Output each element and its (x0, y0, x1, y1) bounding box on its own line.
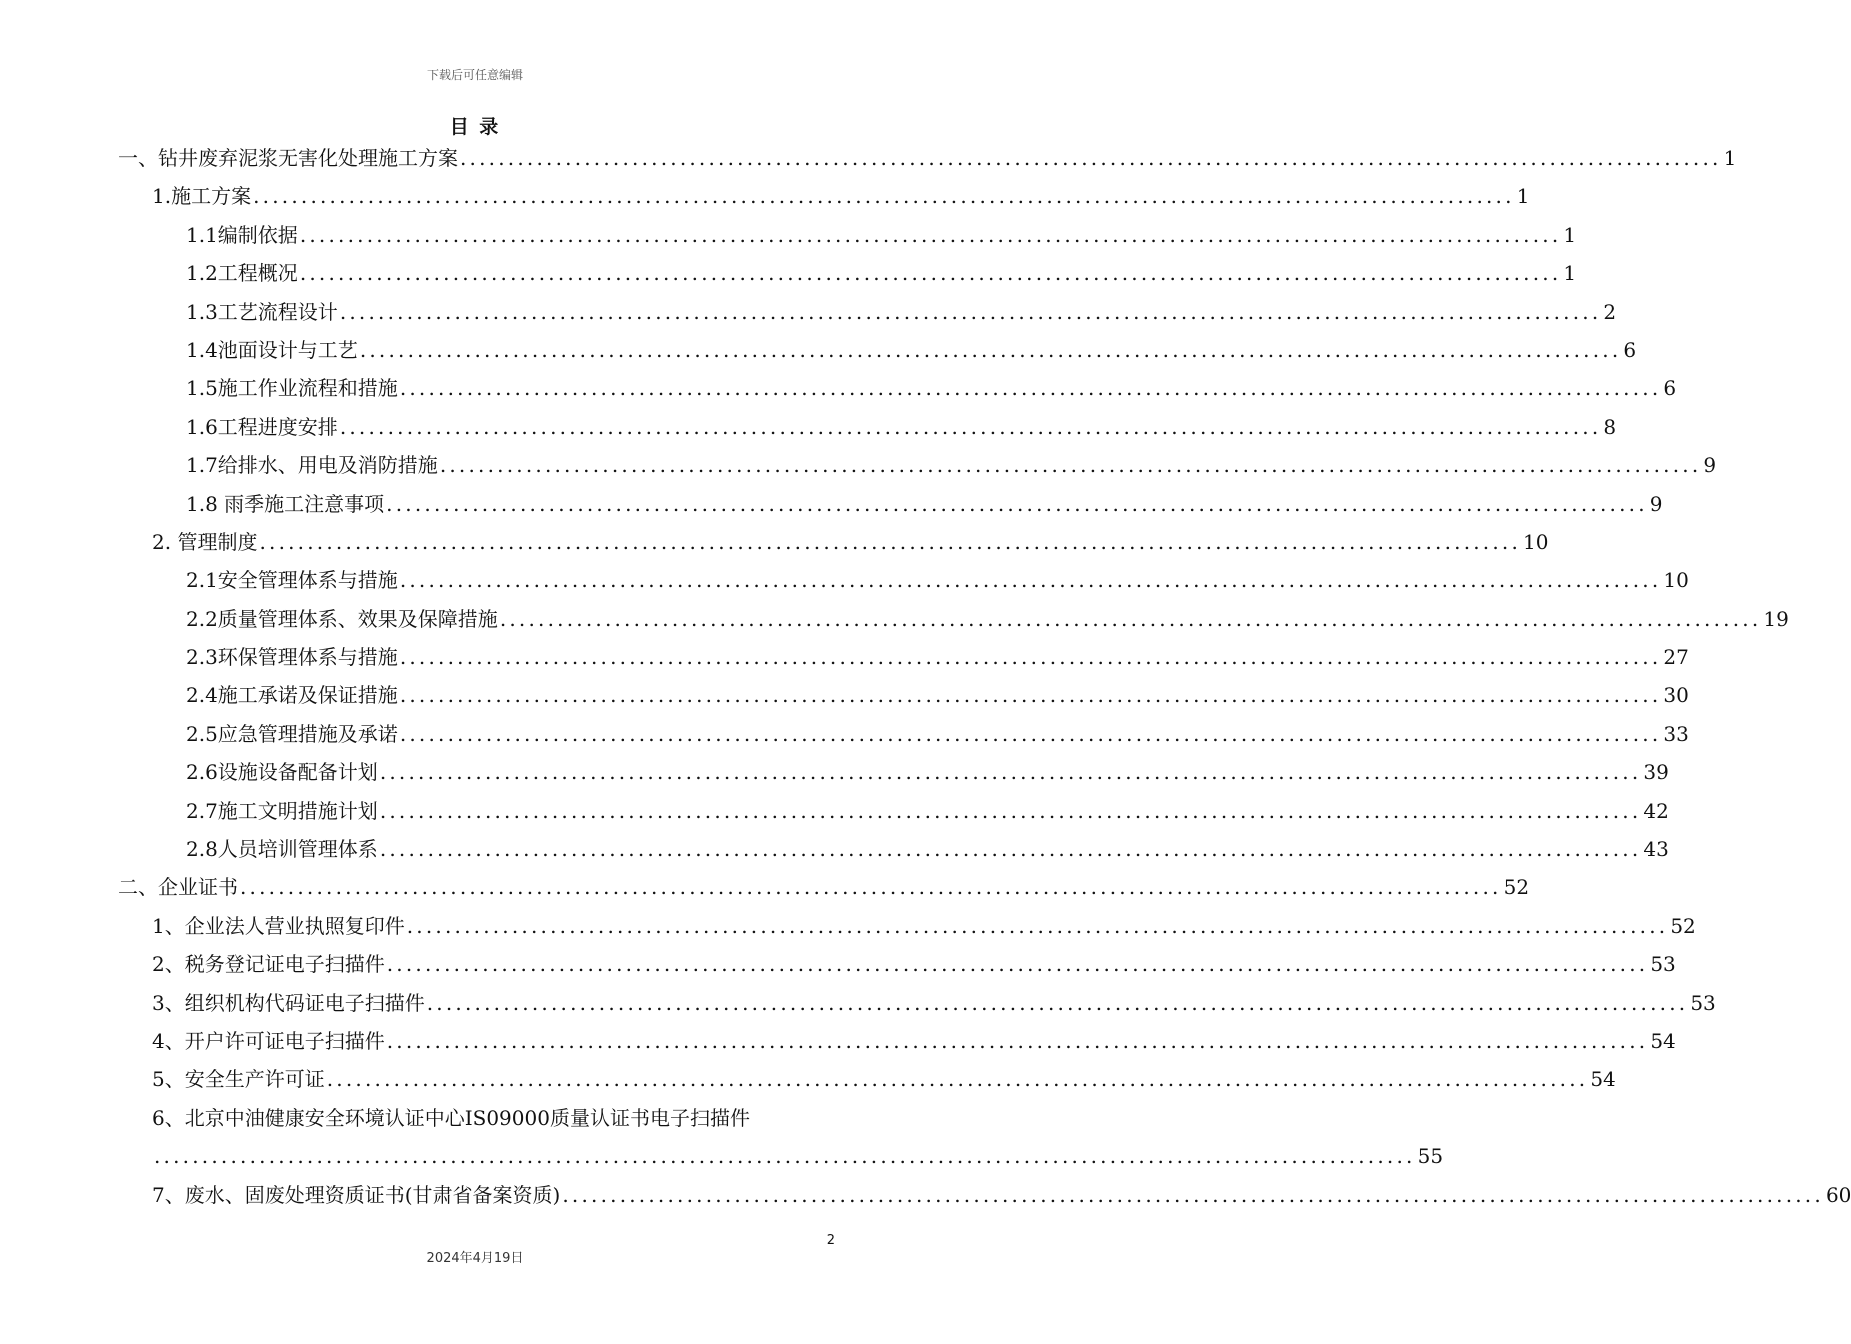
toc-entry[interactable] (118, 408, 1617, 446)
toc-entry[interactable] (118, 945, 1676, 983)
toc-dot-leader: .................................................................................................................................... (439, 453, 1702, 478)
toc-entry-label: 7、废水、固废处理资质证书(甘肃省备案资质) (152, 1182, 561, 1207)
toc-entry[interactable] (118, 177, 1530, 215)
toc-entry-page: 1 (1563, 222, 1577, 247)
toc-entry[interactable] (118, 907, 1696, 945)
toc-entry[interactable] (118, 600, 1789, 638)
toc-entry-page: 52 (1670, 913, 1696, 938)
toc-entry-label: 1.5施工作业流程和措施 (186, 376, 398, 401)
toc-entry-label: 一、钻井废弃泥浆无害化处理施工方案 (118, 146, 458, 170)
toc-entry-label: 5、安全生产许可证 (152, 1067, 325, 1092)
toc-entry-page: 39 (1643, 760, 1669, 785)
toc-entry-page: 30 (1663, 683, 1689, 708)
toc-dot-leader: .................................................................................................................................... (379, 837, 1642, 862)
toc-entry[interactable] (118, 139, 1737, 177)
toc-entry[interactable] (118, 485, 1663, 523)
toc-entry[interactable] (118, 369, 1677, 407)
table-of-contents (118, 139, 1851, 1214)
toc-dot-leader: .................................................................................................................................... (253, 184, 1515, 209)
toc-dot-leader: .................................................................................................................................... (460, 146, 1722, 170)
toc-entry-page: 1 (1723, 146, 1737, 170)
toc-entry-page: 52 (1503, 875, 1530, 900)
toc-entry-label: 4、开户许可证电子扫描件 (152, 1028, 385, 1053)
toc-entry-page: 43 (1643, 837, 1669, 862)
toc-entry-label: 3、组织机构代码证电子扫描件 (152, 990, 425, 1015)
toc-entry[interactable] (118, 1099, 832, 1137)
toc-entry-page: 1 (1516, 184, 1530, 209)
toc-dot-leader: .................................................................................................................................... (499, 606, 1762, 631)
page-footer-date: 2024年4月19日 (426, 1251, 524, 1266)
page-header: 下载后可任意编辑 (426, 68, 523, 82)
toc-entry[interactable] (118, 331, 1637, 369)
toc-entry-page: 54 (1590, 1067, 1616, 1092)
toc-entry-page: 6 (1663, 376, 1677, 401)
toc-entry-label: 二、企业证书 (118, 875, 238, 900)
toc-dot-leader: .................................................................................................................................... (299, 261, 1562, 286)
toc-dot-leader: .................................................................................................................................... (386, 952, 1649, 977)
toc-dot-leader: .................................................................................................................................... (562, 1182, 1824, 1207)
toc-dot-leader: .................................................................................................................................... (399, 376, 1662, 401)
toc-entry[interactable] (118, 830, 1669, 868)
toc-entry-page: 53 (1690, 990, 1716, 1015)
toc-entry-label: 1.7给排水、用电及消防措施 (186, 453, 438, 478)
toc-dot-leader: .................................................................................................................................... (406, 913, 1669, 938)
toc-entry-page: 55 (1417, 1144, 1444, 1169)
toc-entry[interactable] (118, 984, 1716, 1022)
toc-dot-leader: .................................................................................................................................... (399, 721, 1662, 746)
toc-entry[interactable] (118, 638, 1689, 676)
toc-entry-page: 60 (1825, 1182, 1851, 1207)
toc-entry-page: 9 (1649, 491, 1663, 516)
toc-dot-leader: .................................................................................................................................... (339, 414, 1602, 439)
toc-entry-page: 9 (1703, 453, 1717, 478)
toc-entry-label: 1.2工程概况 (186, 261, 298, 286)
toc-entry-label: 2.3环保管理体系与措施 (186, 645, 398, 670)
toc-entry[interactable] (118, 523, 1549, 561)
toc-entry[interactable] (118, 1060, 1616, 1098)
toc-entry-label: 2. 管理制度 (152, 529, 258, 554)
toc-dot-leader: .................................................................................................................................... (240, 875, 1502, 900)
toc-entry-label: 1、企业法人营业执照复印件 (152, 913, 405, 938)
toc-dot-leader: .................................................................................................................................... (386, 1028, 1649, 1053)
toc-entry[interactable] (118, 1022, 1676, 1060)
toc-entry-page: 1 (1563, 261, 1577, 286)
toc-dot-leader: .................................................................................................................................... (379, 798, 1642, 823)
toc-entry-label: 2.8人员培训管理体系 (186, 837, 378, 862)
toc-entry[interactable] (118, 446, 1717, 484)
page-number: 2 (826, 1233, 835, 1248)
toc-entry[interactable] (118, 715, 1689, 753)
toc-dot-leader: .................................................................................................................................... (399, 645, 1662, 670)
toc-dot-leader: .................................................................................................................................... (399, 568, 1662, 593)
toc-dot-leader: .................................................................................................................................... (426, 990, 1689, 1015)
toc-entry-label: 1.8 雨季施工注意事项 (186, 491, 385, 516)
toc-entry-page: 19 (1763, 606, 1789, 631)
toc-dot-leader: .................................................................................................................................... (339, 299, 1602, 324)
toc-entry-label: 1.3工艺流程设计 (186, 299, 338, 324)
toc-entry-page: 33 (1663, 721, 1689, 746)
toc-dot-leader: .................................................................................................................................... (386, 491, 1648, 516)
toc-dot-leader: .................................................................................................................................... (259, 529, 1522, 554)
toc-entry-page: 27 (1663, 645, 1689, 670)
toc-entry-label: 1.4池面设计与工艺 (186, 337, 358, 362)
toc-entry-page: 42 (1643, 798, 1669, 823)
toc-entry[interactable] (118, 1176, 1851, 1214)
toc-dot-leader: .................................................................................................................................... (359, 337, 1622, 362)
toc-entry[interactable] (118, 254, 1577, 292)
toc-entry-label: 2.5应急管理措施及承诺 (186, 721, 398, 746)
toc-entry[interactable] (118, 868, 1530, 906)
toc-entry-label: 2、税务登记证电子扫描件 (152, 952, 385, 977)
toc-entry-page: 53 (1650, 952, 1676, 977)
toc-entry[interactable] (118, 293, 1617, 331)
toc-entry[interactable] (118, 216, 1577, 254)
toc-dot-leader: .................................................................................................................................... (154, 1144, 1416, 1169)
toc-entry-label: 2.1安全管理体系与措施 (186, 568, 398, 593)
toc-dot-leader: .................................................................................................................................... (399, 683, 1662, 708)
toc-entry[interactable] (118, 676, 1689, 714)
toc-entry-label: 6、北京中油健康安全环境认证中心IS09000质量认证书电子扫描件 (152, 1105, 750, 1130)
toc-entry-label: 1.1编制依据 (186, 222, 298, 247)
toc-title: 目 录 (449, 116, 501, 138)
toc-dot-leader: .................................................................................................................................... (299, 222, 1562, 247)
toc-entry[interactable] (118, 561, 1689, 599)
toc-dot-leader: .................................................................................................................................... (379, 760, 1642, 785)
toc-entry[interactable] (118, 792, 1669, 830)
toc-entry-page: 54 (1650, 1028, 1676, 1053)
toc-entry-label: 1.施工方案 (152, 184, 252, 209)
toc-entry-label: 2.4施工承诺及保证措施 (186, 683, 398, 708)
toc-entry[interactable] (118, 1137, 1444, 1175)
toc-entry-page: 6 (1623, 337, 1637, 362)
toc-entry-page: 2 (1603, 299, 1617, 324)
toc-entry[interactable] (118, 753, 1669, 791)
toc-entry-page: 10 (1523, 529, 1549, 554)
toc-entry-page: 10 (1663, 568, 1689, 593)
toc-entry-label: 2.7施工文明措施计划 (186, 798, 378, 823)
toc-dot-leader: .................................................................................................................................... (326, 1067, 1589, 1092)
toc-entry-label: 1.6工程进度安排 (186, 414, 338, 439)
toc-entry-label: 2.6设施设备配备计划 (186, 760, 378, 785)
toc-entry-label: 2.2质量管理体系、效果及保障措施 (186, 606, 498, 631)
toc-entry-page: 8 (1603, 414, 1617, 439)
